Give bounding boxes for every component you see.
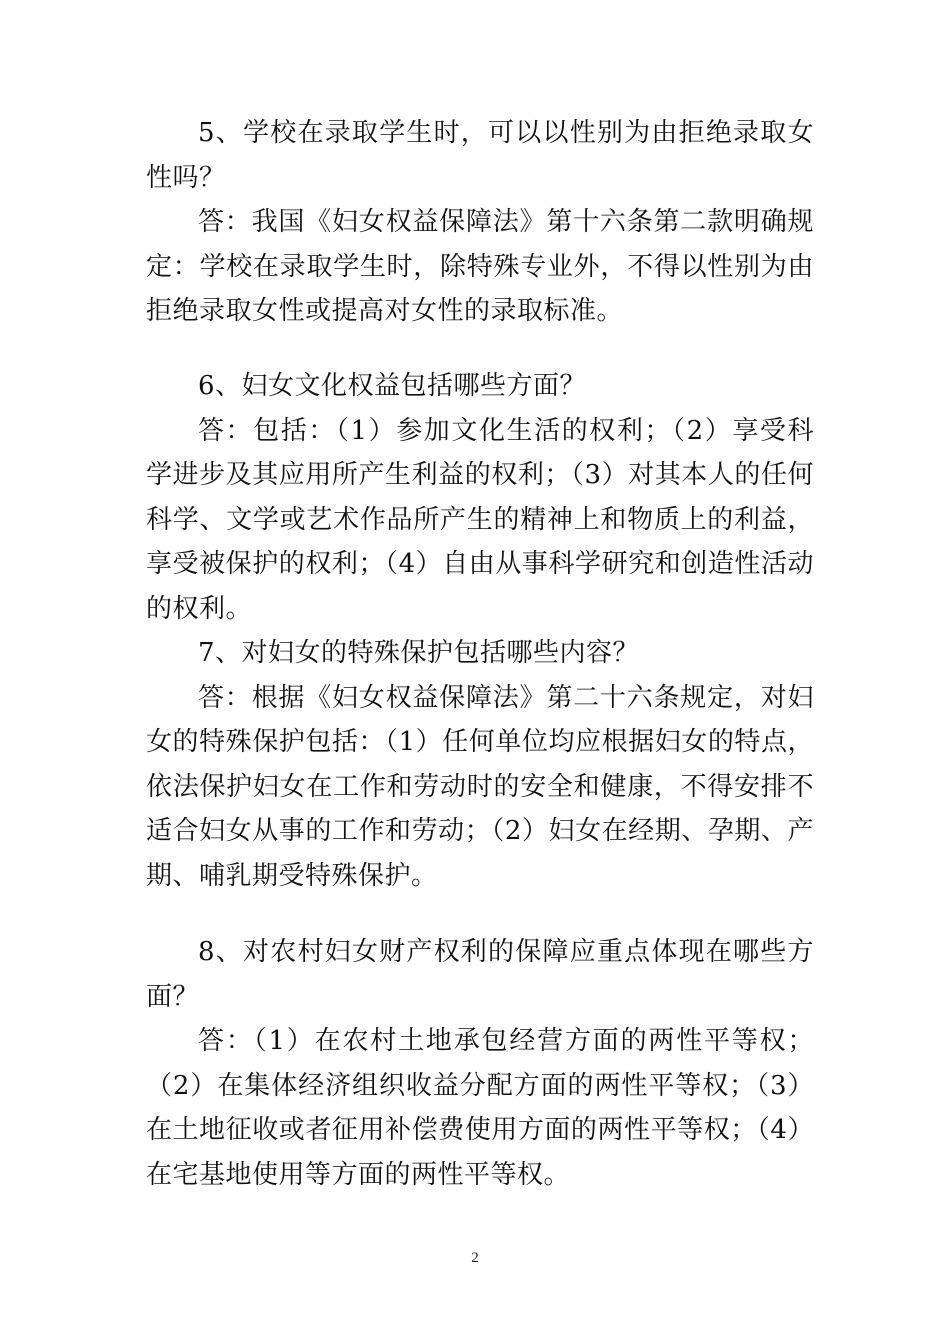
question-5: 5、学校在录取学生时，可以以性别为由拒绝录取女性吗？ — [146, 118, 814, 193]
answer-6: 答：包括：（1）参加文化生活的权利；（2）享受科学进步及其应用所产生利益的权利；（3）对其本人的任何科学、文学或艺术作品所产生的精神上和物质上的利益，享受被保护的权利；（4）自由从事科学研究和创造性活动的权利。 — [146, 415, 814, 624]
answer-8: 答：（1）在农村土地承包经营方面的两性平等权；（2）在集体经济组织收益分配方面的两性平等权；（3）在土地征收或者征用补偿费使用方面的两性平等权；（4）在宅基地使用等方面的两性平等权。 — [146, 1026, 814, 1190]
answer-5: 答：我国《妇女权益保障法》第十六条第二款明确规定：学校在录取学生时，除特殊专业外，不得以性别为由拒绝录取女性或提高对女性的录取标准。 — [146, 207, 814, 326]
page-number: 2 — [471, 1250, 479, 1266]
question-6: 6、妇女文化权益包括哪些方面？ — [198, 371, 587, 401]
qa-block-8 — [146, 930, 814, 1197]
answer-7: 答：根据《妇女权益保障法》第二十六条规定，对妇女的特殊保护包括：（1）任何单位均应根据妇女的特点，依法保护妇女在工作和劳动时的安全和健康，不得安排不适合妇女从事的工作和劳动；（2）妇女在经期、孕期、产期、哺乳期受特殊保护。 — [146, 682, 814, 891]
qa-block-7 — [146, 631, 814, 898]
question-8: 8、对农村妇女财产权利的保障应重点体现在哪些方面？ — [146, 937, 814, 1012]
qa-block-6 — [146, 364, 814, 631]
question-7: 7、对妇女的特殊保护包括哪些内容？ — [198, 638, 640, 668]
qa-block-5 — [146, 111, 814, 334]
